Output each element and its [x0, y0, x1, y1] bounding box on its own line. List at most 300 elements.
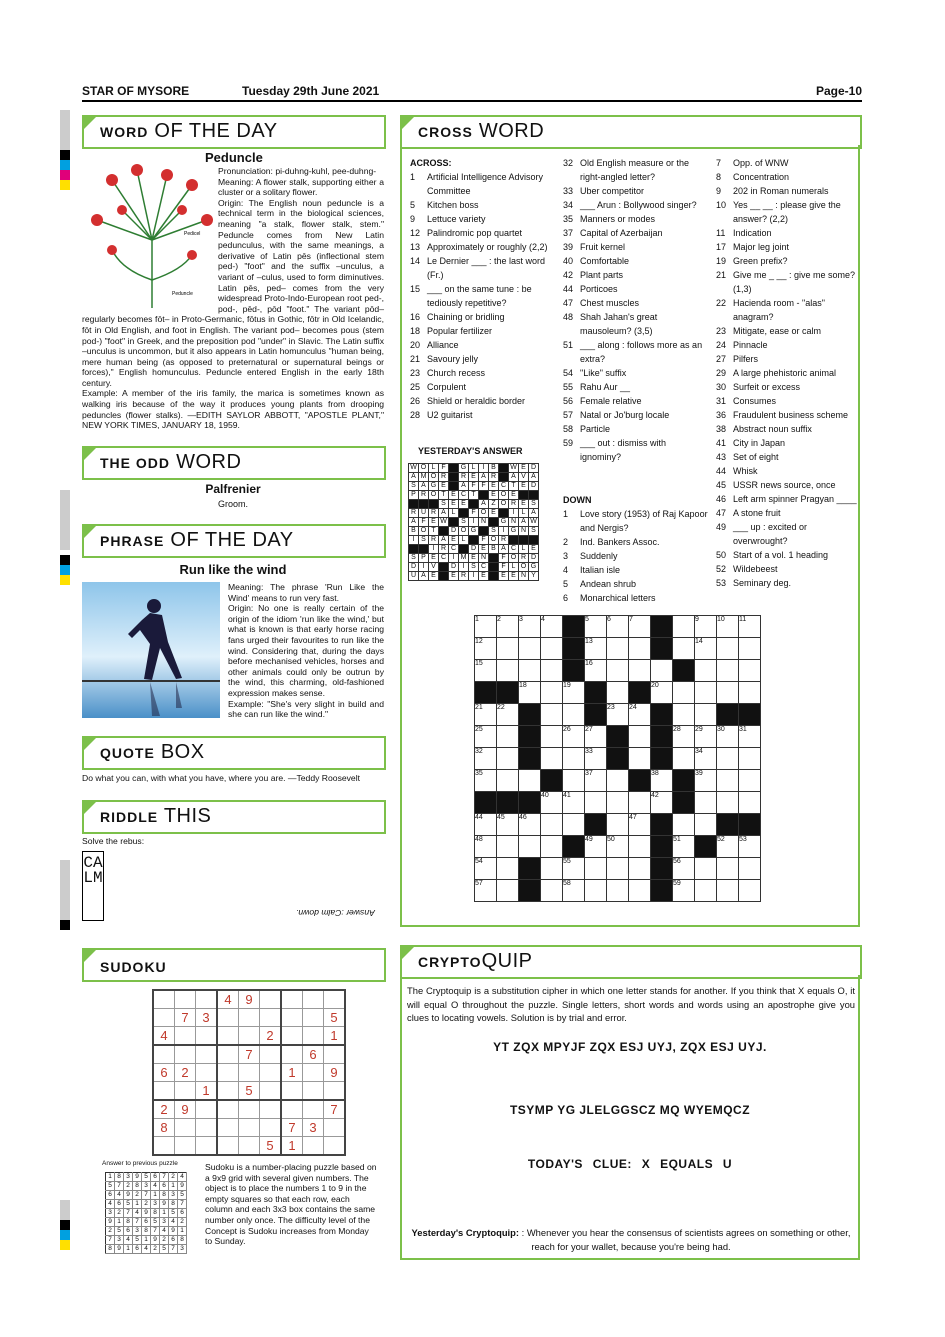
- sudoku-cell[interactable]: [196, 1027, 218, 1046]
- sudoku-cell[interactable]: [281, 1045, 303, 1064]
- sudoku-cell[interactable]: [281, 1082, 303, 1101]
- clue-text: Pinnacle: [733, 340, 768, 350]
- sudoku-cell[interactable]: [175, 1027, 196, 1046]
- crossword-cell[interactable]: [629, 638, 651, 660]
- sudoku-cell[interactable]: [260, 1119, 282, 1137]
- sudoku-cell[interactable]: [175, 1045, 196, 1064]
- sudoku-cell[interactable]: [153, 1045, 175, 1064]
- crossword-cell[interactable]: 19: [563, 682, 585, 704]
- crossword-cell[interactable]: [673, 814, 695, 836]
- clue-item: [716, 156, 858, 170]
- answer-cell: A: [459, 482, 469, 491]
- yesterday-grid: [408, 463, 539, 581]
- clue-text: Fraudulent business scheme: [733, 410, 849, 420]
- crossword-cell[interactable]: [629, 836, 651, 858]
- crossword-cell[interactable]: [607, 660, 629, 682]
- registration-bar: [60, 860, 70, 920]
- crossword-cell[interactable]: [607, 682, 629, 704]
- clue-item: [563, 184, 709, 198]
- crossword-cell[interactable]: [497, 858, 519, 880]
- sudoku-cell[interactable]: [217, 1045, 239, 1064]
- sudoku-cell[interactable]: [260, 1045, 282, 1064]
- black-cell: [449, 473, 459, 482]
- crossword-cell[interactable]: [607, 880, 629, 902]
- crossword-cell[interactable]: 16: [585, 660, 607, 682]
- sudoku-cell[interactable]: [196, 1100, 218, 1119]
- sudoku-cell[interactable]: [281, 1027, 303, 1046]
- sudoku-cell: 9: [324, 1064, 346, 1082]
- crossword-cell[interactable]: 9: [695, 616, 717, 638]
- sudoku-cell[interactable]: [175, 990, 196, 1009]
- sudoku-cell: 3: [303, 1119, 324, 1137]
- black-cell: [519, 704, 541, 726]
- crossword-cell[interactable]: 33: [585, 748, 607, 770]
- crossword-cell[interactable]: [541, 814, 563, 836]
- crossword-cell[interactable]: 14: [695, 638, 717, 660]
- clue-number: 33: [563, 186, 574, 196]
- crossword-cell[interactable]: [717, 748, 739, 770]
- crossword-cell[interactable]: 47: [629, 814, 651, 836]
- black-cell: [499, 473, 509, 482]
- clue-number: 41: [716, 438, 727, 448]
- crossword-cell[interactable]: 57: [475, 880, 497, 902]
- crossword-cell[interactable]: [541, 682, 563, 704]
- crossword-cell[interactable]: [629, 660, 651, 682]
- sudoku-cell[interactable]: [324, 1082, 346, 1101]
- sudoku-cell[interactable]: [281, 990, 303, 1009]
- crossword-cell[interactable]: 29: [695, 726, 717, 748]
- crossword-cell[interactable]: [497, 748, 519, 770]
- crossword-cell[interactable]: 48: [475, 836, 497, 858]
- crossword-cell[interactable]: 28: [673, 726, 695, 748]
- answer-cell: F: [469, 482, 479, 491]
- clue-number: 44: [716, 466, 727, 476]
- crossword-cell[interactable]: [497, 770, 519, 792]
- crossword-cell[interactable]: 32: [475, 748, 497, 770]
- crossword-cell[interactable]: [563, 770, 585, 792]
- crossword-cell[interactable]: 25: [475, 726, 497, 748]
- black-cell: [519, 726, 541, 748]
- answer-cell: T: [509, 482, 519, 491]
- sudoku-cell[interactable]: [303, 1082, 324, 1101]
- crossword-cell[interactable]: [541, 858, 563, 880]
- clue-number: 39: [563, 242, 574, 252]
- clue-number: 2: [563, 537, 569, 547]
- crossword-cell[interactable]: [519, 638, 541, 660]
- sudoku-cell[interactable]: [324, 1137, 346, 1156]
- answer-cell: C: [479, 563, 489, 572]
- answer-cell: T: [429, 527, 439, 536]
- crossword-cell[interactable]: 40: [541, 792, 563, 814]
- crossword-cell[interactable]: [695, 682, 717, 704]
- black-cell: [489, 518, 499, 527]
- sudoku-cell[interactable]: [239, 1064, 260, 1082]
- answer-cell: S: [409, 554, 419, 563]
- black-cell: [739, 704, 761, 726]
- clue-number: 10: [716, 200, 727, 210]
- crossword-cell[interactable]: [695, 814, 717, 836]
- clue-number: 53: [716, 578, 727, 588]
- crossword-cell[interactable]: 44: [475, 814, 497, 836]
- answer-cell: E: [469, 473, 479, 482]
- sudoku-cell[interactable]: [217, 1027, 239, 1046]
- answer-cell: W: [410, 464, 417, 471]
- answer-cell: I: [459, 563, 469, 572]
- crossword-cell[interactable]: [651, 660, 673, 682]
- clue-text: USSR news source, once: [733, 480, 836, 490]
- crossword-cell[interactable]: [497, 726, 519, 748]
- crossword-cell[interactable]: [739, 638, 761, 660]
- crossword-cell[interactable]: [563, 748, 585, 770]
- crossword-cell[interactable]: 6: [607, 616, 629, 638]
- crossword-cell[interactable]: [541, 836, 563, 858]
- crossword-cell[interactable]: 5: [585, 616, 607, 638]
- crossword-cell[interactable]: 31: [739, 726, 761, 748]
- phrase-title-small: PHRASE: [100, 533, 165, 549]
- border-bottom: [400, 925, 860, 927]
- sudoku-cell[interactable]: [196, 1119, 218, 1137]
- crossword-cell[interactable]: [695, 880, 717, 902]
- answer-cell: E: [489, 509, 499, 518]
- crossword-cell[interactable]: [607, 858, 629, 880]
- answer-cell: S: [529, 527, 539, 536]
- sudoku-cell[interactable]: [303, 1064, 324, 1082]
- sudoku-cell[interactable]: [324, 990, 346, 1009]
- black-cell: [607, 748, 629, 770]
- crossword-cell[interactable]: [739, 792, 761, 814]
- crossword-cell[interactable]: 35: [475, 770, 497, 792]
- yesterday-grid-wrap: [408, 463, 539, 581]
- sudoku-cell[interactable]: [303, 1137, 324, 1156]
- sudoku-cell[interactable]: [260, 1082, 282, 1101]
- crossword-cell[interactable]: 2: [497, 616, 519, 638]
- registration-mark: [60, 160, 70, 170]
- crossword-cell[interactable]: [563, 814, 585, 836]
- black-cell: [475, 682, 497, 704]
- registration-mark: [60, 150, 70, 160]
- clue-number: 46: [716, 494, 727, 504]
- answer-cell: N: [479, 518, 489, 527]
- crossword-cell[interactable]: 59: [673, 880, 695, 902]
- sudoku-cell[interactable]: [217, 1064, 239, 1082]
- crossword-cell[interactable]: 4: [541, 616, 563, 638]
- clue-text: Andean shrub: [580, 579, 637, 589]
- black-cell: [419, 545, 429, 554]
- clue-item: [410, 226, 556, 240]
- clue-item: [563, 282, 709, 296]
- clue-item: [563, 366, 709, 380]
- crossword-cell[interactable]: 50: [607, 836, 629, 858]
- crossword-cell[interactable]: [607, 792, 629, 814]
- crossword-cell[interactable]: [497, 660, 519, 682]
- crossword-cell[interactable]: [519, 660, 541, 682]
- sudoku-cell[interactable]: [239, 1119, 260, 1137]
- sudoku-cell[interactable]: [281, 1009, 303, 1027]
- sudoku-cell[interactable]: [239, 1027, 260, 1046]
- crossword-cell[interactable]: [541, 638, 563, 660]
- clue-item: [716, 296, 858, 324]
- sudoku-cell[interactable]: [260, 1064, 282, 1082]
- crossword-cell[interactable]: 42: [651, 792, 673, 814]
- crossword-cell[interactable]: [629, 880, 651, 902]
- crossword-cell[interactable]: [541, 748, 563, 770]
- sudoku-cell[interactable]: [196, 1064, 218, 1082]
- clue-item: [410, 408, 556, 422]
- crossword-cell[interactable]: [739, 748, 761, 770]
- answer-cell: O: [499, 500, 509, 509]
- sudoku-cell[interactable]: [175, 1082, 196, 1101]
- sudoku-cell[interactable]: [303, 1009, 324, 1027]
- sudoku-cell[interactable]: [153, 1137, 175, 1156]
- crossword-cell[interactable]: [497, 880, 519, 902]
- crossword-cell[interactable]: 55: [563, 858, 585, 880]
- answer-cell: C: [439, 554, 449, 563]
- sudoku-cell[interactable]: [239, 1100, 260, 1119]
- crossword-cell[interactable]: 37: [585, 770, 607, 792]
- sudoku-cell[interactable]: [217, 1009, 239, 1027]
- clue-text: Popular fertilizer: [427, 326, 493, 336]
- sudoku-answer-cell: 3: [151, 1200, 160, 1209]
- clue-number: 23: [716, 326, 727, 336]
- crossword-cell[interactable]: 52: [717, 836, 739, 858]
- crossword-cell[interactable]: 24: [629, 704, 651, 726]
- crossword-cell[interactable]: 1: [475, 616, 497, 638]
- crossword-cell[interactable]: [673, 704, 695, 726]
- answer-cell: U: [419, 509, 429, 518]
- crossword-cell[interactable]: [585, 880, 607, 902]
- answer-cell: S: [439, 500, 449, 509]
- clue-text: "Like" suffix: [580, 368, 627, 378]
- answer-cell: R: [419, 491, 429, 500]
- sudoku-answer-cell: 8: [106, 1245, 115, 1254]
- crossword-cell[interactable]: 39: [695, 770, 717, 792]
- sudoku-cell[interactable]: [260, 1009, 282, 1027]
- crossword-cell[interactable]: [695, 660, 717, 682]
- clue-item: [716, 240, 858, 254]
- answer-cell: F: [479, 482, 489, 491]
- answer-cell: R: [429, 536, 439, 545]
- crossword-cell[interactable]: [739, 880, 761, 902]
- crossword-cell[interactable]: 54: [475, 858, 497, 880]
- answer-cell: A: [529, 473, 539, 482]
- crossword-cell[interactable]: 49: [585, 836, 607, 858]
- clue-text: Yes __ __ : please give the answer? (2,2): [733, 200, 841, 224]
- crossword-cell[interactable]: 27: [585, 726, 607, 748]
- sudoku-cell[interactable]: [175, 1137, 196, 1156]
- crossword-cell[interactable]: [563, 704, 585, 726]
- crossword-cell[interactable]: [629, 792, 651, 814]
- sudoku-cell[interactable]: [303, 990, 324, 1009]
- black-cell: [409, 500, 419, 509]
- clue-item: [563, 507, 709, 535]
- clue-item: [563, 563, 709, 577]
- sudoku-cell[interactable]: [303, 1027, 324, 1046]
- clue-item: [716, 576, 858, 590]
- crossword-cell[interactable]: [673, 748, 695, 770]
- crossword-cell[interactable]: [739, 770, 761, 792]
- clue-number: 58: [563, 424, 574, 434]
- crossword-cell[interactable]: [717, 792, 739, 814]
- sudoku-cell[interactable]: [217, 1137, 239, 1156]
- crossword-cell[interactable]: [673, 616, 695, 638]
- sudoku-cell[interactable]: [239, 1009, 260, 1027]
- registration-mark: [60, 1230, 70, 1240]
- crossword-cell[interactable]: [497, 638, 519, 660]
- sudoku-cell: 3: [196, 1009, 218, 1027]
- answer-cell: O: [509, 554, 519, 563]
- crossword-cell[interactable]: 15: [475, 660, 497, 682]
- clue-number: 24: [716, 340, 727, 350]
- sudoku-answer-cell: 7: [151, 1227, 160, 1236]
- crossword-cell[interactable]: [739, 858, 761, 880]
- crossword-cell[interactable]: 45: [497, 814, 519, 836]
- crossword-cell[interactable]: [607, 638, 629, 660]
- crossword-cell[interactable]: [519, 836, 541, 858]
- crossword-cell[interactable]: 38: [651, 770, 673, 792]
- crossword-cell[interactable]: [541, 880, 563, 902]
- crossword-cell[interactable]: 41: [563, 792, 585, 814]
- crossword-cell[interactable]: 46: [519, 814, 541, 836]
- black-cell: [439, 572, 449, 581]
- answer-cell: S: [469, 563, 479, 572]
- crossword-cell[interactable]: [695, 792, 717, 814]
- crossword-cell[interactable]: 56: [673, 858, 695, 880]
- crossword-cell[interactable]: 3: [519, 616, 541, 638]
- sudoku-cell[interactable]: [196, 990, 218, 1009]
- crossword-cell[interactable]: 18: [519, 682, 541, 704]
- crossword-cell[interactable]: [629, 726, 651, 748]
- sudoku-cell[interactable]: [153, 990, 175, 1009]
- crossword-cell[interactable]: 22: [497, 704, 519, 726]
- clue-item: [410, 338, 556, 352]
- crossword-cell[interactable]: 20: [651, 682, 673, 704]
- sudoku-cell[interactable]: [217, 1119, 239, 1137]
- crossword-cell[interactable]: 13: [585, 638, 607, 660]
- sudoku-cell[interactable]: [196, 1137, 218, 1156]
- phrase-meaning: Meaning: The phrase 'Run Like the Wind' means to run very fast.: [228, 582, 384, 603]
- crossword-cell[interactable]: [519, 770, 541, 792]
- clue-number: 1: [410, 172, 416, 182]
- sudoku-cell[interactable]: [324, 1119, 346, 1137]
- crossword-cell[interactable]: [585, 858, 607, 880]
- crossword-cell[interactable]: 51: [673, 836, 695, 858]
- crossword-cell[interactable]: [629, 748, 651, 770]
- black-cell: [519, 880, 541, 902]
- sudoku-cell[interactable]: [260, 990, 282, 1009]
- clue-number: 48: [563, 312, 574, 322]
- sudoku-answer-cell: 4: [124, 1236, 133, 1245]
- clue-text: Pilfers: [733, 354, 759, 364]
- crossword-cell[interactable]: 7: [629, 616, 651, 638]
- cryptoquip-title-small: CRYPTO: [418, 954, 482, 970]
- crossword-cell[interactable]: [629, 858, 651, 880]
- sudoku-cell[interactable]: [153, 1009, 175, 1027]
- crossword-cell[interactable]: [739, 660, 761, 682]
- crossword-cell[interactable]: [739, 682, 761, 704]
- wotd-title-small: WORD: [100, 124, 149, 140]
- answer-cell: D: [529, 554, 539, 563]
- crossword-cell[interactable]: [695, 704, 717, 726]
- answer-cell: A: [499, 545, 509, 554]
- crossword-cell[interactable]: 26: [563, 726, 585, 748]
- clue-item: [563, 338, 709, 366]
- answer-cell: A: [419, 572, 429, 581]
- crossword-cell[interactable]: [541, 704, 563, 726]
- sudoku-cell[interactable]: [175, 1119, 196, 1137]
- sudoku-answer-cell: 8: [151, 1209, 160, 1218]
- crossword-cell[interactable]: [717, 682, 739, 704]
- crossword-cell[interactable]: [497, 836, 519, 858]
- sudoku-answer-cell: 5: [178, 1191, 187, 1200]
- crossword-cell[interactable]: [717, 858, 739, 880]
- crossword-cell[interactable]: [717, 880, 739, 902]
- sudoku-cell[interactable]: [324, 1045, 346, 1064]
- sudoku-cell[interactable]: [260, 1100, 282, 1119]
- crossword-cell[interactable]: 23: [607, 704, 629, 726]
- black-cell: [529, 536, 539, 545]
- crossword-cell[interactable]: [673, 638, 695, 660]
- crossword-cell[interactable]: 11: [739, 616, 761, 638]
- clue-text: Ind. Bankers Assoc.: [580, 537, 660, 547]
- answer-cell: W: [510, 464, 517, 471]
- answer-cell: I: [429, 545, 439, 554]
- sudoku-cell[interactable]: [196, 1045, 218, 1064]
- sudoku-cell[interactable]: [217, 1100, 239, 1119]
- answer-cell: E: [459, 500, 469, 509]
- crossword-cell[interactable]: [717, 660, 739, 682]
- crossword-cell[interactable]: [607, 814, 629, 836]
- crossword-cell[interactable]: 53: [739, 836, 761, 858]
- sudoku-cell[interactable]: [217, 1082, 239, 1101]
- crossword-cell[interactable]: [585, 792, 607, 814]
- sudoku-cell[interactable]: [239, 1137, 260, 1156]
- crossword-cell[interactable]: 21: [475, 704, 497, 726]
- clue-text: Particle: [580, 424, 611, 434]
- sudoku-answer-cell: 3: [106, 1209, 115, 1218]
- black-cell: [439, 527, 449, 536]
- sudoku-cell[interactable]: [281, 1100, 303, 1119]
- crossword-cell[interactable]: [673, 682, 695, 704]
- crossword-cell[interactable]: 10: [717, 616, 739, 638]
- crossword-cell[interactable]: [695, 858, 717, 880]
- sudoku-answer-cell: 3: [178, 1245, 187, 1254]
- crossword-cell[interactable]: [717, 770, 739, 792]
- corner-icon: [84, 448, 96, 460]
- sudoku-answer-cell: 9: [142, 1209, 151, 1218]
- answer-cell: L: [519, 545, 529, 554]
- crossword-cell[interactable]: [717, 638, 739, 660]
- sudoku-cell[interactable]: [153, 1082, 175, 1101]
- crossword-cell[interactable]: [541, 660, 563, 682]
- sudoku-cell[interactable]: [303, 1100, 324, 1119]
- crossword-cell[interactable]: [541, 726, 563, 748]
- answer-cell: E: [509, 491, 519, 500]
- answer-cell: A: [509, 473, 519, 482]
- answer-cell: E: [429, 572, 439, 581]
- crossword-cell[interactable]: 34: [695, 748, 717, 770]
- crossword-cell[interactable]: 12: [475, 638, 497, 660]
- crossword-cell[interactable]: [607, 770, 629, 792]
- clue-item: [716, 464, 858, 478]
- sudoku-answer-cell: 5: [169, 1209, 178, 1218]
- sudoku-answer-cell: 2: [151, 1245, 160, 1254]
- black-cell: [651, 858, 673, 880]
- sudoku-answer-cell: 6: [142, 1218, 151, 1227]
- sudoku-cell: 2: [153, 1100, 175, 1119]
- sudoku-answer-cell: 5: [160, 1245, 169, 1254]
- crossword-cell[interactable]: 58: [563, 880, 585, 902]
- crossword-cell[interactable]: 30: [717, 726, 739, 748]
